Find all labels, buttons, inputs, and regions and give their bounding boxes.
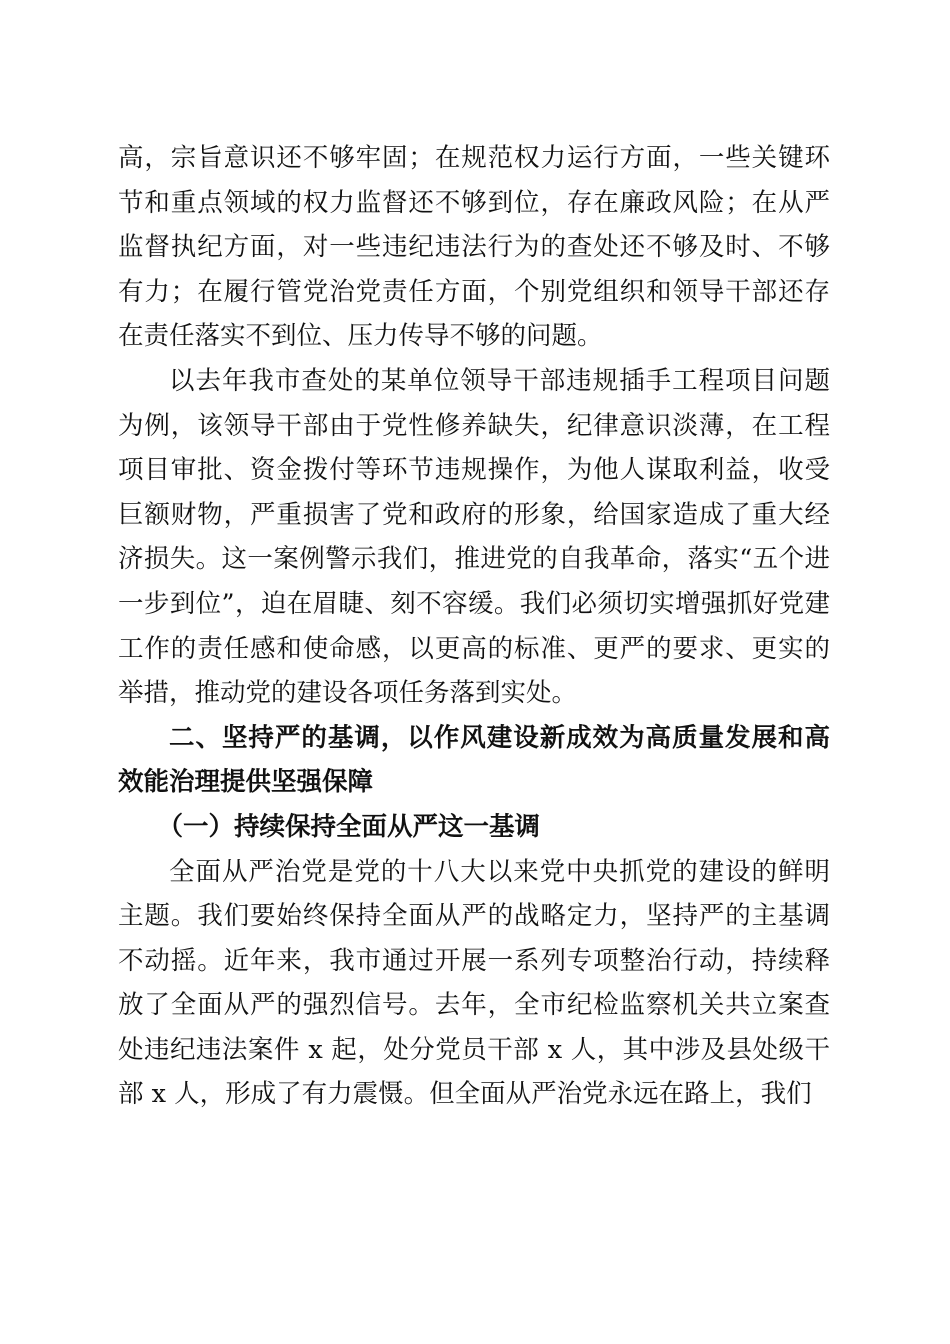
- subsection-heading: （一）持续保持全面从严这一基调: [157, 811, 541, 842]
- paragraph-case-example: 以去年我市查处的某单位领导干部违规插手工程项目问题为例，该领导干部由于党性修养缺失，纪律意识淡薄，在工程项目审批、资金拨付等环节违规操作，为他人谋取利益，收受巨额财物，严重损害了党和政府的形象，给国家造成了重大经济损失。这一案例警示我们，推进党的自我革命，落实“五个进一步到位”，迫在眉睫、刻不容缓。我们必须切实增强抓好党建工作的责任感和使命感，以更高的标准、更严的要求、更实的举措，推动党的建设各项任务落到实处。: [118, 365, 830, 709]
- paragraph-continued: 高，宗旨意识还不够牢固；在规范权力运行方面，一些关键环节和重点领域的权力监督还不够到位，存在廉政风险；在从严监督执纪方面，对一些违纪违法行为的查处还不够及时、不够有力；在履行管党治党责任方面，个别党组织和领导干部还存在责任落实不到位、压力传导不够的问题。: [118, 143, 830, 352]
- document-body: [118, 136, 830, 1117]
- section-heading: 二、坚持严的基调，以作风建设新成效为高质量发展和高效能治理提供坚强保障: [118, 722, 830, 798]
- paragraph-strict-tone: 全面从严治党是党的十八大以来党中央抓党的建设的鲜明主题。我们要始终保持全面从严的战略定力，坚持严的主基调不动摇。近年来，我市通过开展一系列专项整治行动，持续释放了全面从严的强烈信号。去年，全市纪检监察机关共立案查处违纪违法案件 x 起，处分党员干部 x 人，其中涉及县处级干部 x 人，形成了有力震慑。但全面从严治党永远在路上，我们: [118, 856, 830, 1110]
